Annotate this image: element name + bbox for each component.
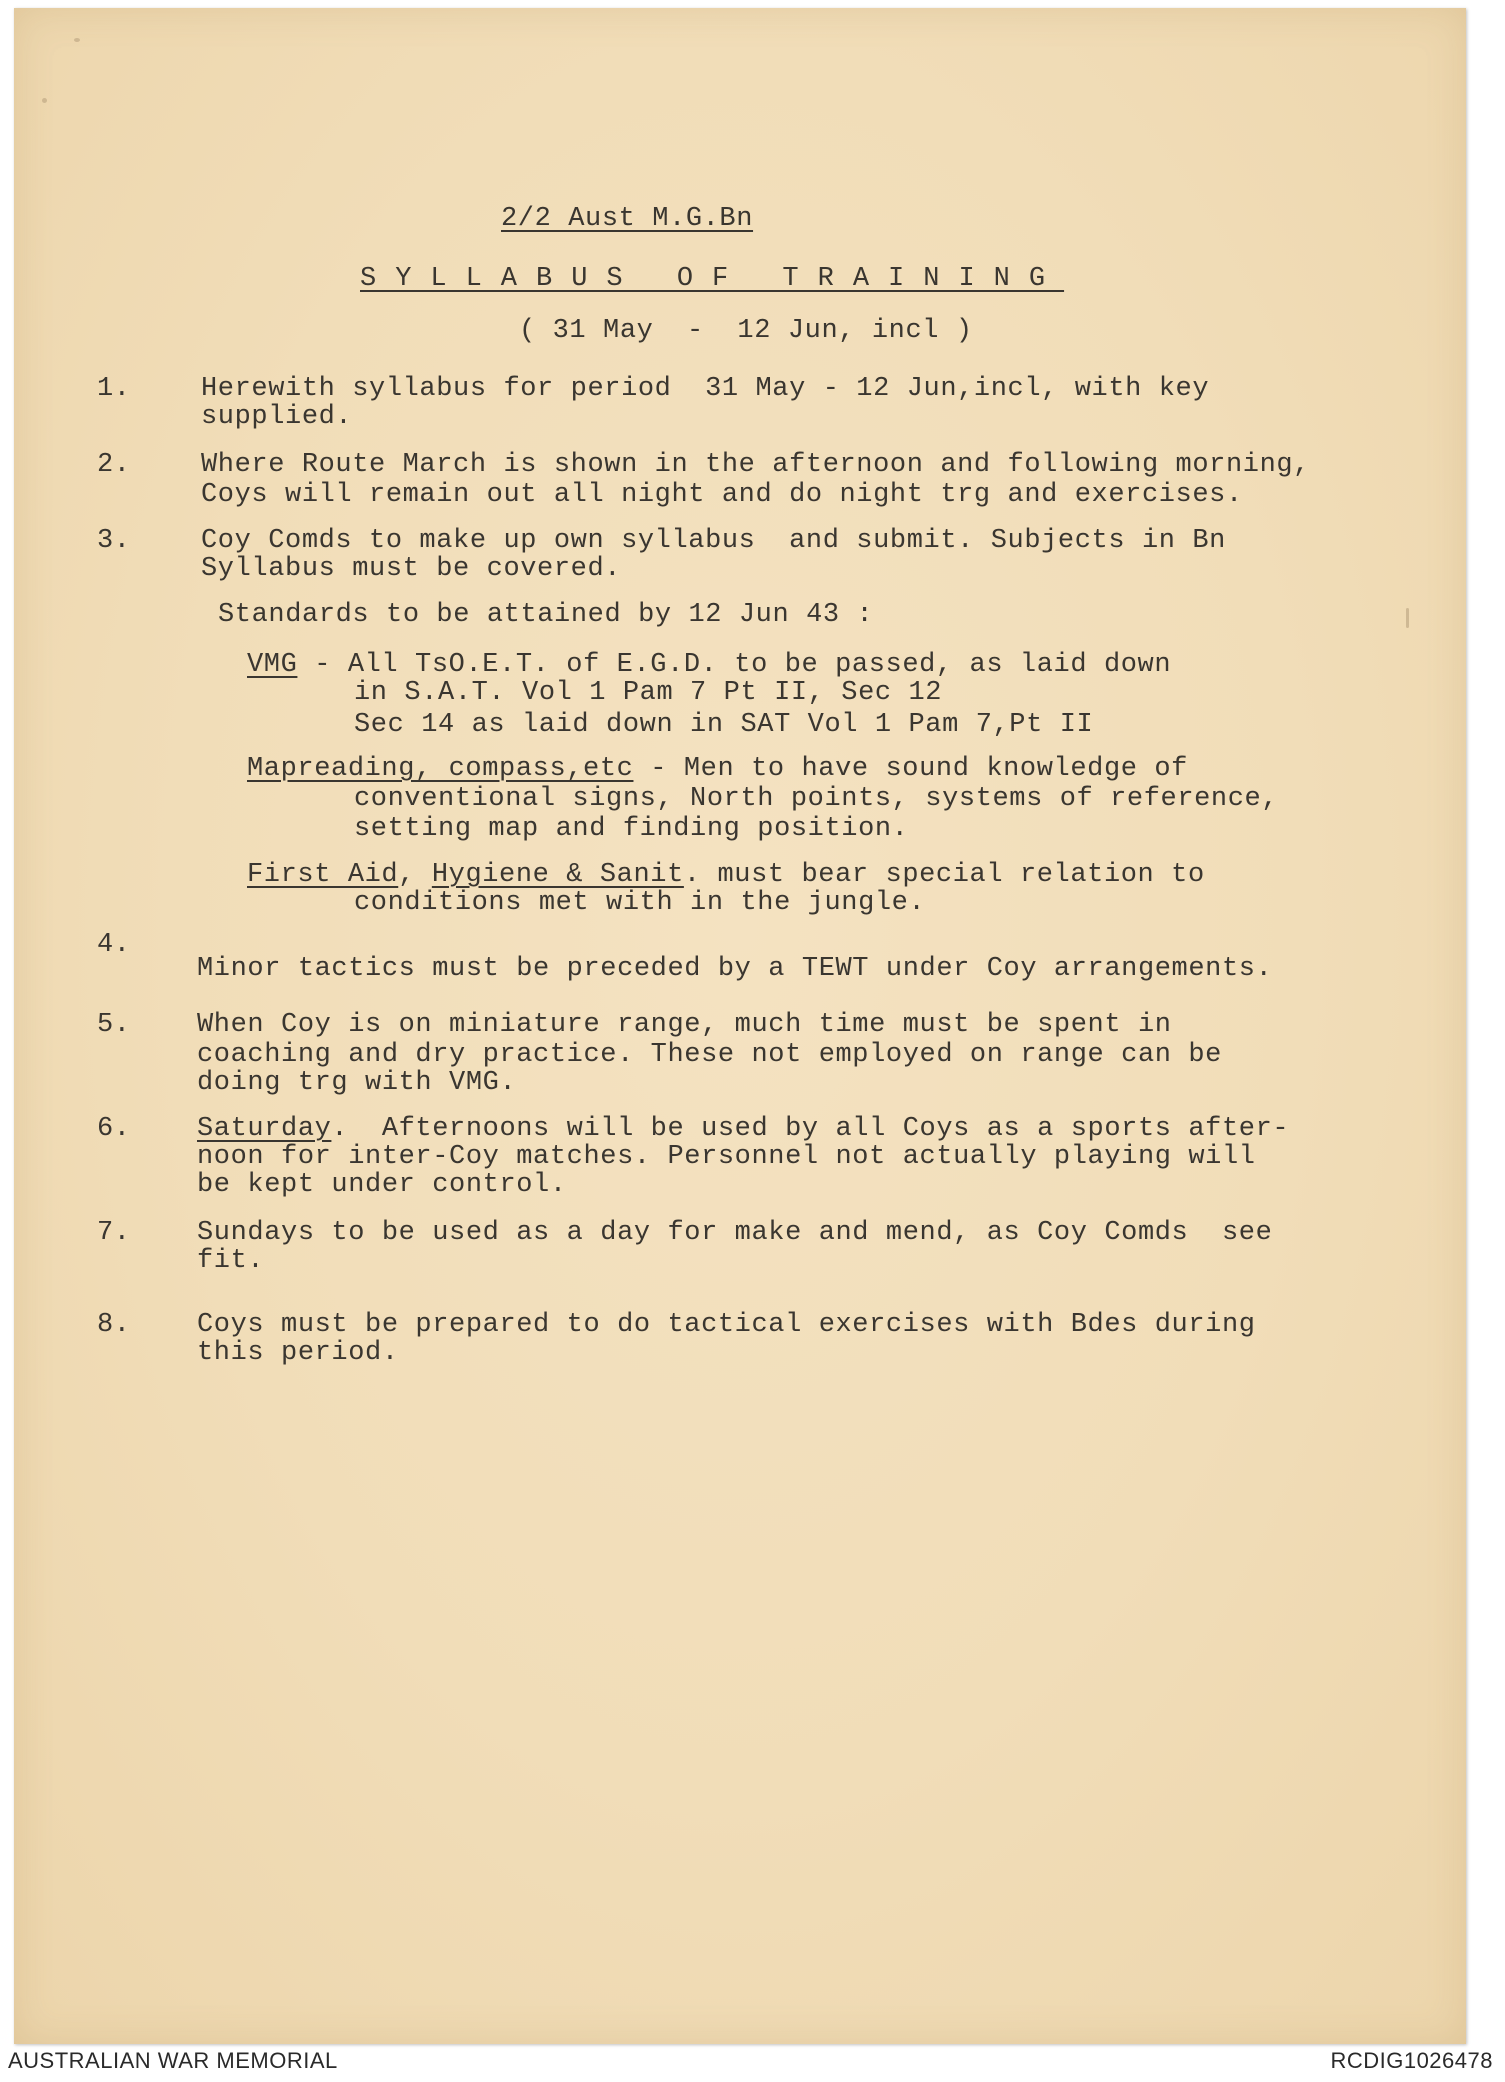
paragraph-number: 3.: [97, 526, 131, 556]
paragraph-line: Coys will remain out all night and do night trg and exercises.: [201, 480, 1243, 510]
paper-speck: [1406, 608, 1409, 628]
footer-record-id: RCDIG1026478: [1330, 2048, 1493, 2073]
standards-intro: Standards to be attained by 12 Jun 43 :: [218, 600, 874, 630]
standard-text: . must bear special relation to: [683, 860, 1205, 890]
paragraph-line: noon for inter-Coy matches. Personnel not actually playing will: [197, 1142, 1256, 1172]
paragraph-line: Sundays to be used as a day for make and mend, as Coy Comds see: [197, 1218, 1273, 1248]
training-period: ( 31 May - 12 Jun, incl ): [519, 316, 973, 346]
paragraph-line: Syllabus must be covered.: [201, 554, 622, 584]
standard-label: Hygiene & Sanit: [431, 860, 684, 890]
saturday-label: Saturday: [197, 1114, 332, 1144]
paragraph-line: doing trg with VMG.: [197, 1068, 517, 1098]
paragraph-line: this period.: [197, 1338, 399, 1368]
standard-vmg: [247, 650, 1171, 680]
standard-line: setting map and finding position.: [354, 814, 909, 844]
standard-separator: ,: [398, 860, 432, 890]
paragraph-line: coaching and dry practice. These not employed on range can be: [197, 1040, 1222, 1070]
standard-text: - All TsO.E.T. of E.G.D. to be passed, as laid down: [297, 650, 1172, 680]
paragraph-number: 6.: [97, 1114, 131, 1144]
paragraph-line: fit.: [197, 1246, 265, 1276]
paragraph-line: [197, 1114, 1289, 1144]
standard-mapreading: [247, 754, 1188, 784]
paper-speck: [42, 98, 47, 103]
typed-document: [14, 8, 1466, 2044]
standard-line: conditions met with in the jungle.: [354, 888, 926, 918]
standard-text: - Men to have sound knowledge of: [633, 754, 1188, 784]
paragraph-number: 5.: [97, 1010, 131, 1040]
standard-firstaid: [247, 860, 1205, 890]
footer-institution: AUSTRALIAN WAR MEMORIAL: [8, 2048, 338, 2073]
paragraph-line: When Coy is on miniature range, much time must be spent in: [197, 1010, 1172, 1040]
standard-line: Sec 14 as laid down in SAT Vol 1 Pam 7,Pt II: [354, 710, 1094, 740]
unit-heading: 2/2 Aust M.G.Bn: [501, 204, 754, 234]
paragraph-line: Herewith syllabus for period 31 May - 12 Jun,incl, with key: [201, 374, 1210, 404]
paragraph-line: supplied.: [201, 402, 353, 432]
paragraph-number: 2.: [97, 450, 131, 480]
paragraph-line: Minor tactics must be preceded by a TEWT under Coy arrangements.: [197, 954, 1273, 984]
paragraph-number: 8.: [97, 1310, 131, 1340]
standard-label: VMG: [247, 650, 298, 680]
paragraph-line: Where Route March is shown in the afternoon and following morning,: [201, 450, 1310, 480]
standard-line: conventional signs, North points, systems of reference,: [354, 784, 1279, 814]
document-title: SYLLABUS OF TRAINING: [360, 264, 1065, 294]
standard-label: First Aid: [247, 860, 399, 890]
paragraph-line: Coys must be prepared to do tactical exercises with Bdes during: [197, 1310, 1256, 1340]
paper-sheet: [14, 8, 1466, 2044]
paragraph-text: . Afternoons will be used by all Coys as a sports after-: [331, 1114, 1290, 1144]
paragraph-line: be kept under control.: [197, 1170, 567, 1200]
standard-label: Mapreading, compass,etc: [247, 754, 634, 784]
paragraph-number: 1.: [97, 374, 131, 404]
paper-speck: [74, 38, 80, 42]
paragraph-number: 7.: [97, 1218, 131, 1248]
paragraph-number: 4.: [97, 930, 131, 960]
standard-line: in S.A.T. Vol 1 Pam 7 Pt II, Sec 12: [354, 678, 943, 708]
paragraph-line: Coy Comds to make up own syllabus and submit. Subjects in Bn: [201, 526, 1226, 556]
